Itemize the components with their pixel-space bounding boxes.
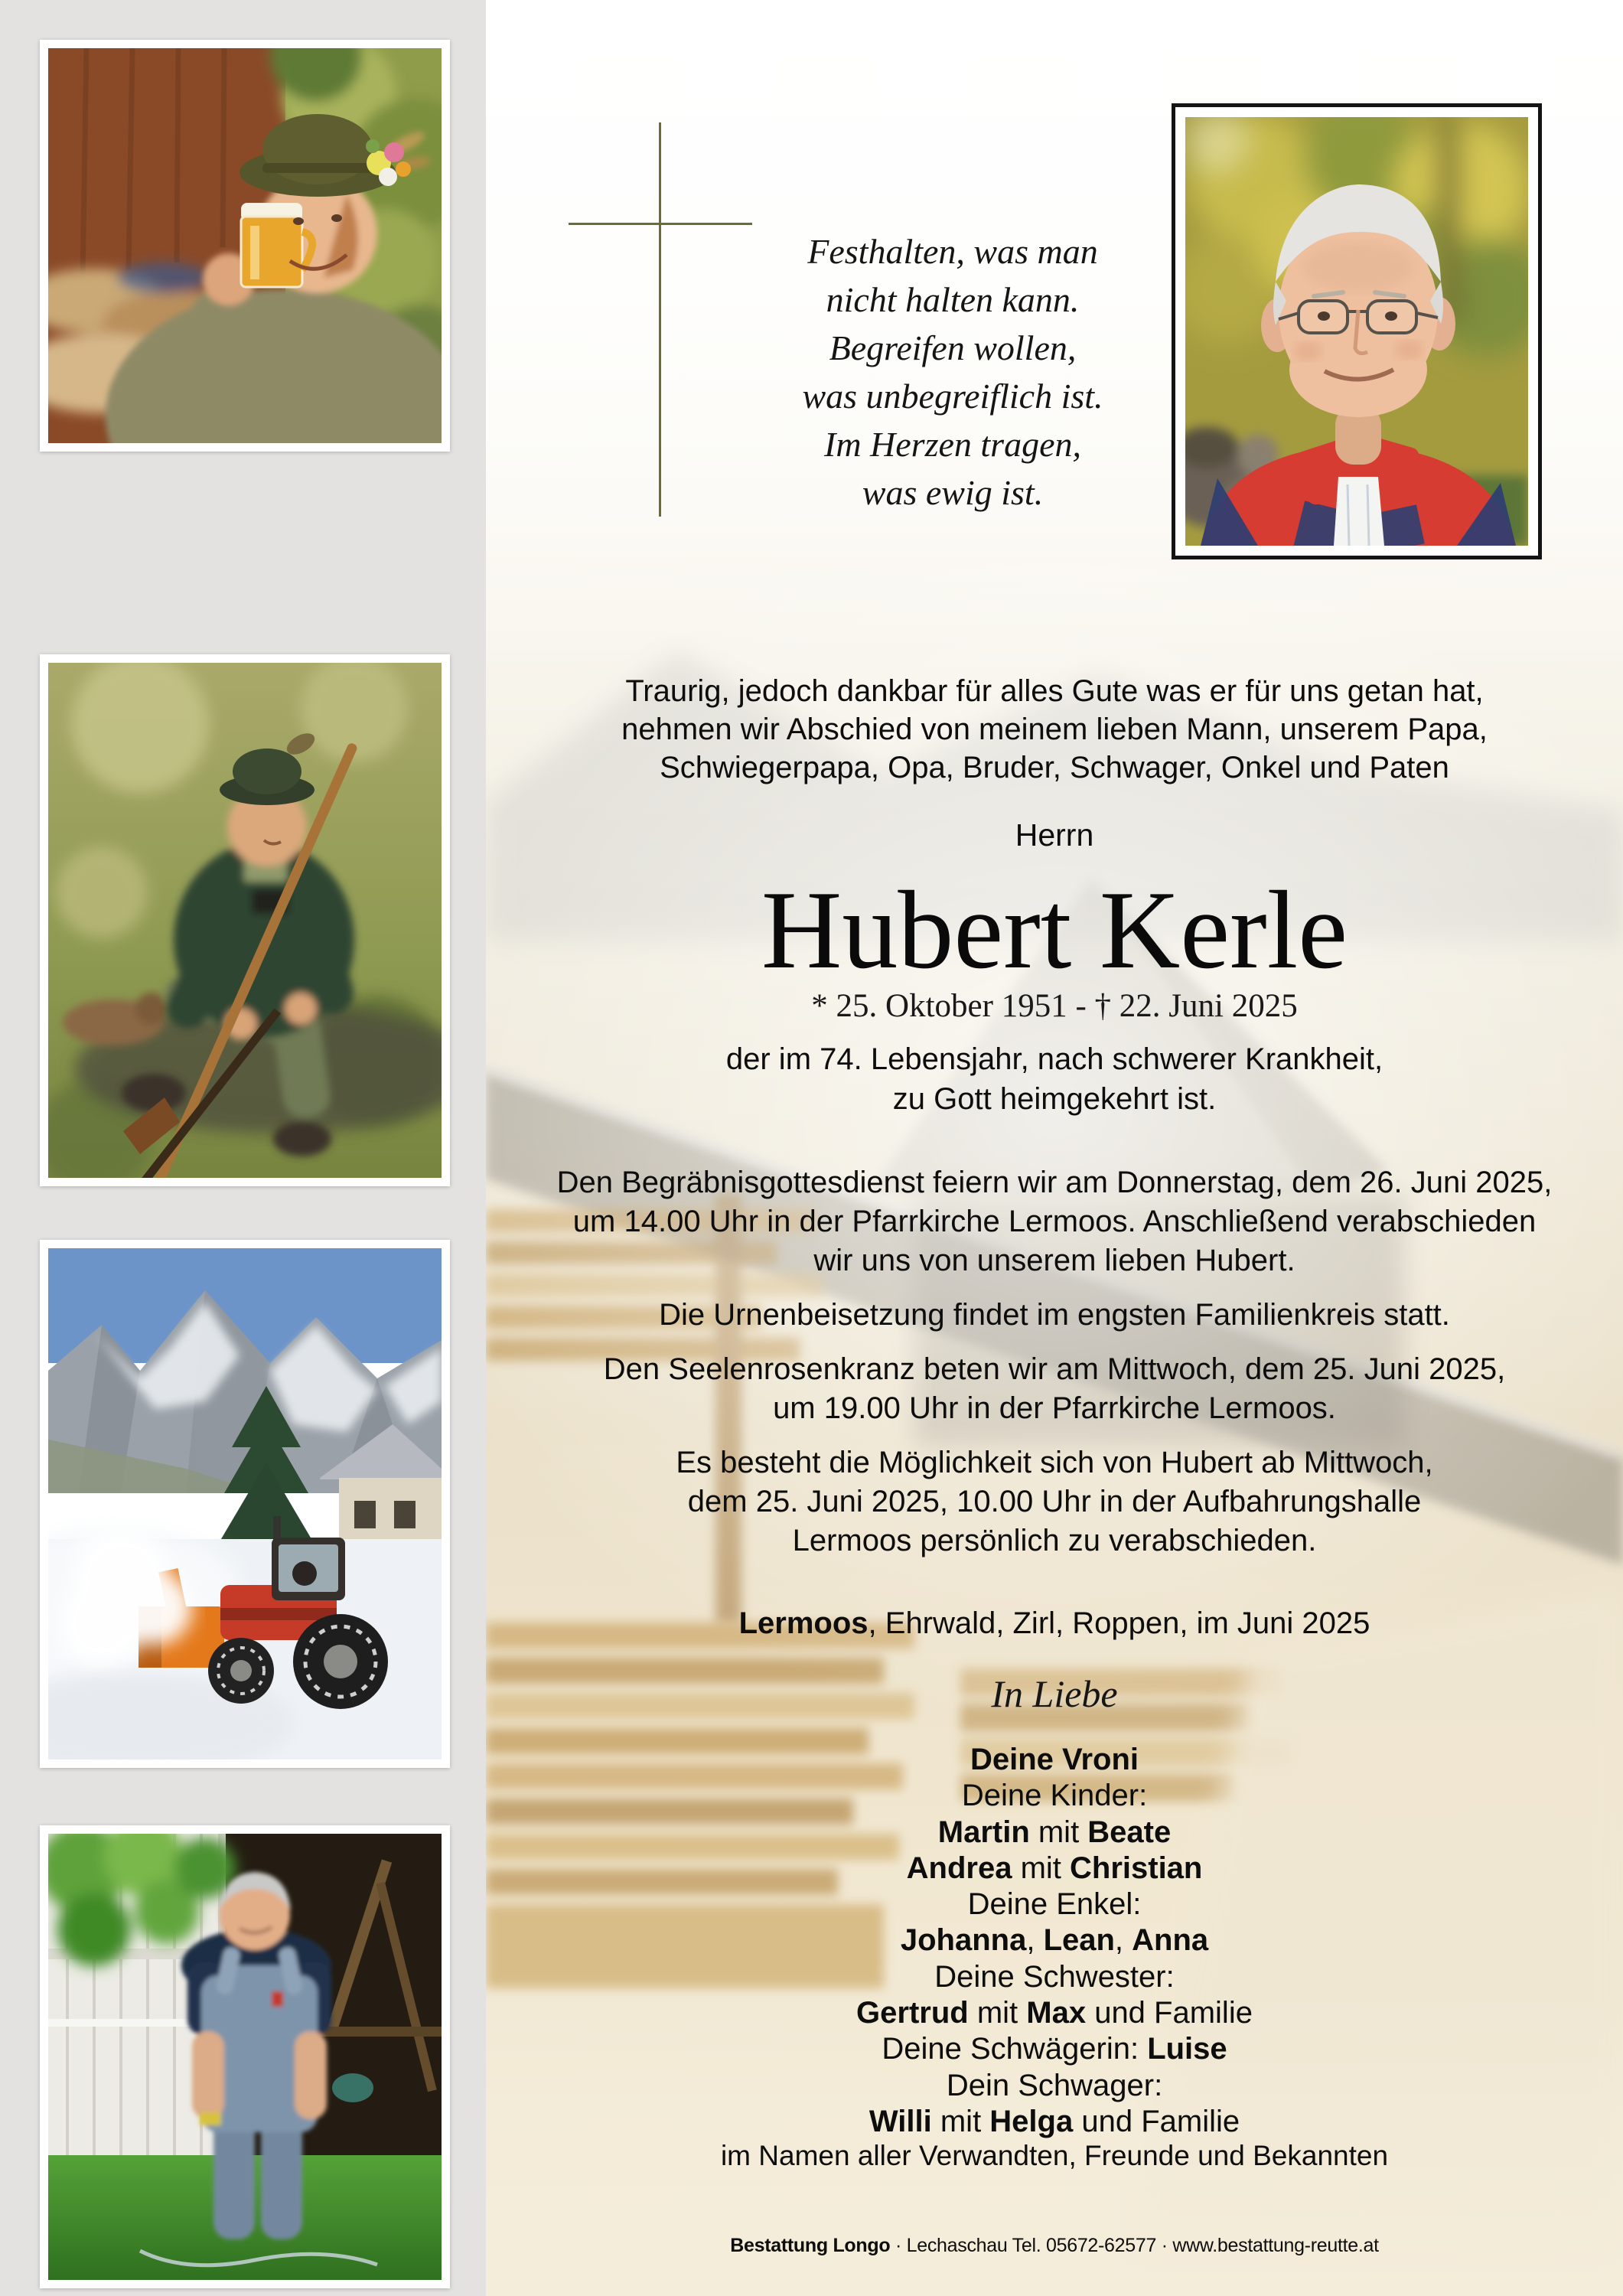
text-part: Lean xyxy=(1043,1923,1115,1958)
text-part: und Familie xyxy=(1086,1996,1253,2030)
text-part: mit xyxy=(1012,1851,1070,1885)
life-line: zu Gott heimgekehrt ist. xyxy=(892,1082,1217,1116)
photo-sidebar xyxy=(0,0,486,2296)
text-part: und Familie xyxy=(1073,2104,1240,2138)
family-list xyxy=(486,1742,1623,2140)
memorial-cross-icon xyxy=(569,223,752,225)
sidebar-photo-overalls xyxy=(40,1825,450,2288)
memorial-poem xyxy=(746,227,1159,517)
funeral-home-footer xyxy=(486,2235,1623,2257)
paragraph-line: Es besteht die Möglichkeit sich von Hubert ab Mittwoch, xyxy=(676,1446,1433,1479)
paragraph-line: wir uns von unserem lieben Hubert. xyxy=(813,1244,1295,1277)
text-part: mit xyxy=(931,2104,990,2138)
text-part: Deine Vroni xyxy=(970,1743,1139,1776)
service-paragraph xyxy=(486,1163,1623,1280)
text-part: Andrea xyxy=(906,1851,1012,1885)
family-note: im Namen aller Verwandten, Freunde und Bekannten xyxy=(720,2140,1389,2171)
text-part: , xyxy=(1026,1923,1044,1958)
memorial-cross-icon xyxy=(659,122,661,517)
birth-death-dates: * 25. Oktober 1951 - † 22. Juni 2025 xyxy=(811,988,1298,1024)
text-part: mit xyxy=(1029,1815,1088,1849)
photo-illustration-portrait xyxy=(1185,117,1528,546)
text-part: Johanna xyxy=(900,1923,1027,1958)
photo-illustration-man-in-overalls xyxy=(48,1834,442,2280)
intro-line: Traurig, jedoch dankbar für alles Gute was er für uns getan hat, xyxy=(625,674,1484,708)
family-line xyxy=(486,2031,1623,2067)
salutation: Herrn xyxy=(1015,817,1094,853)
text-part: Beate xyxy=(1087,1815,1172,1849)
text-part: Willi xyxy=(869,2104,932,2138)
paragraph-line: um 14.00 Uhr in der Pfarrkirche Lermoos. Anschließend verabschieden xyxy=(572,1205,1537,1238)
poem-line: Im Herzen tragen, xyxy=(824,425,1081,464)
paragraph-line: Lermoos persönlich zu verabschieden. xyxy=(792,1524,1317,1557)
paragraph-line: dem 25. Juni 2025, 10.00 Uhr in der Aufbahrungshalle xyxy=(687,1485,1422,1518)
paragraph-line: um 19.00 Uhr in der Pfarrkirche Lermoos. xyxy=(773,1391,1336,1425)
poem-line: nicht halten kann. xyxy=(826,280,1080,319)
text-part: , xyxy=(1114,1923,1133,1958)
text-part: Deine Kinder: xyxy=(961,1779,1148,1813)
text-part: , Ehrwald, Zirl, Roppen, im Juni 2025 xyxy=(868,1606,1370,1640)
text-part: Christian xyxy=(1070,1851,1203,1885)
text-part: mit xyxy=(968,1996,1027,2030)
service-paragraph xyxy=(486,1350,1623,1428)
intro-line: Schwiegerpapa, Opa, Bruder, Schwager, Onkel und Paten xyxy=(660,751,1449,784)
family-line xyxy=(486,2104,1623,2140)
sidebar-photo-tractor-snowblower xyxy=(40,1240,450,1768)
text-part: Deine Enkel: xyxy=(967,1887,1142,1922)
text-part: Max xyxy=(1026,1996,1087,2030)
paragraph-line: Den Seelenrosenkranz beten wir am Mittwoch, dem 25. Juni 2025, xyxy=(603,1352,1506,1386)
service-paragraph xyxy=(486,1296,1623,1335)
text-part: Deine Schwägerin: xyxy=(882,2032,1148,2066)
life-lines xyxy=(486,1039,1623,1119)
family-line xyxy=(486,1995,1623,2031)
photo-illustration-beer-toast xyxy=(48,48,442,443)
poem-line: was unbegreiflich ist. xyxy=(802,377,1103,416)
text-part: Bestattung Longo xyxy=(730,2235,891,2256)
sidebar-photo-beer-toast xyxy=(40,40,450,452)
sidebar-photo-hunter xyxy=(40,654,450,1186)
text-part: Helga xyxy=(989,2104,1074,2138)
place-date-line xyxy=(486,1606,1623,1641)
family-line xyxy=(486,1742,1623,1778)
poem-line: Begreifen wollen, xyxy=(829,328,1077,367)
text-part: Deine Schwester: xyxy=(934,1959,1175,1994)
service-paragraph xyxy=(486,1443,1623,1561)
text-part: Lermoos xyxy=(738,1606,869,1640)
text-part: · Lechaschau Tel. 05672-62577 · www.bestattung-reutte.at xyxy=(890,2235,1379,2256)
text-part: Luise xyxy=(1147,2032,1227,2066)
family-line xyxy=(486,1851,1623,1887)
family-line xyxy=(486,1887,1623,1923)
deceased-name: Hubert Kerle xyxy=(761,868,1348,992)
text-part: Martin xyxy=(937,1815,1030,1849)
family-line xyxy=(486,1959,1623,1995)
closing-phrase: In Liebe xyxy=(991,1672,1118,1715)
poem-line: Festhalten, was man xyxy=(807,232,1098,271)
life-line: der im 74. Lebensjahr, nach schwerer Krankheit, xyxy=(725,1042,1383,1076)
photo-illustration-hunter xyxy=(48,663,442,1178)
text-part: Anna xyxy=(1132,1923,1209,1958)
text-part: Dein Schwager: xyxy=(946,2068,1163,2102)
content-column xyxy=(486,0,1623,2296)
text-part: Gertrud xyxy=(856,1996,969,2030)
family-line xyxy=(486,1815,1623,1851)
intro-line: nehmen wir Abschied von meinem lieben Mann, unserem Papa, xyxy=(621,713,1488,746)
family-line xyxy=(486,1778,1623,1814)
poem-line: was ewig ist. xyxy=(862,473,1044,512)
photo-illustration-tractor-snowblower xyxy=(48,1248,442,1760)
paragraph-line: Die Urnenbeisetzung findet im engsten Familienkreis statt. xyxy=(659,1298,1450,1332)
family-line xyxy=(486,2068,1623,2104)
service-paragraphs xyxy=(486,1163,1623,1576)
family-line xyxy=(486,1923,1623,1958)
intro-paragraph xyxy=(486,672,1623,787)
paragraph-line: Den Begräbnisgottesdienst feiern wir am Donnerstag, dem 26. Juni 2025, xyxy=(556,1166,1553,1199)
portrait-photo xyxy=(1172,103,1542,559)
